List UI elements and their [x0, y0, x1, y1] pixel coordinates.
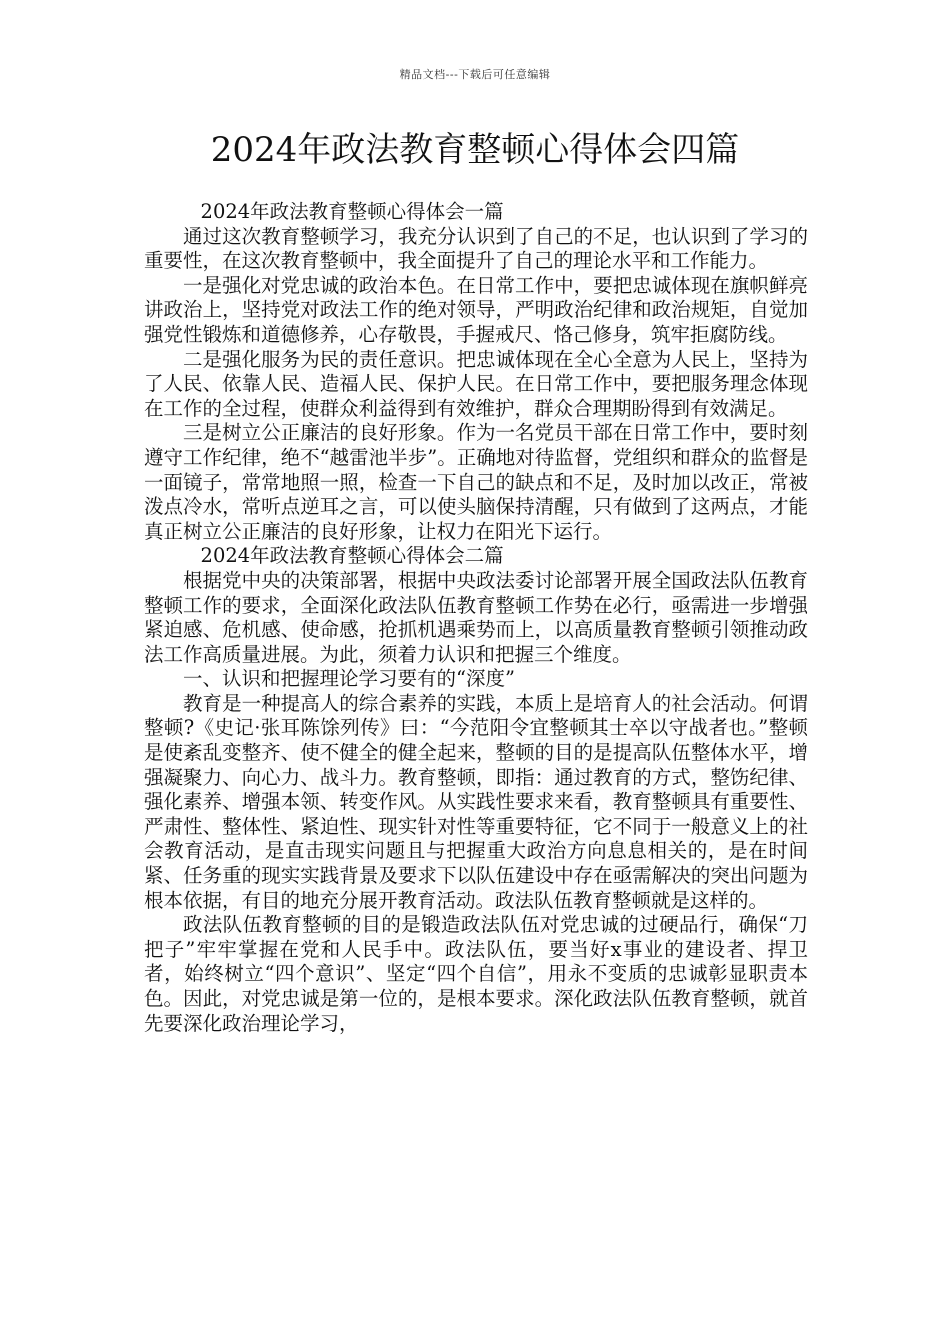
paragraph: 三是树立公正廉洁的良好形象。作为一名党员干部在日常工作中，要时刻遵守工作纪律，绝不“越雷池半步”。正确地对待监督，党组织和群众的监督是一面镜子，常常地照一照，检查一下自己的缺点和不足，及时加以改正，常被泼点冷水，常听点逆耳之言，可以使头脑保持清醒，只有做到了这两点，才能真正树立公正廉洁的良好形象，让权力在阳光下运行。: [144, 421, 808, 543]
paragraph: 政法队伍教育整顿的目的是锻造政法队伍对党忠诚的过硬品行，确保“刀把子”牢牢掌握在党和人民手中。政法队伍，要当好x事业的建设者、捍卫者，始终树立“四个意识”、坚定“四个自信”，用永不变质的忠诚彰显职责本色。因此，对党忠诚是第一位的，是根本要求。深化政法队伍教育整顿，就首先要深化政治理论学习，: [144, 913, 808, 1035]
subheading: 一、认识和把握理论学习要有的“深度”: [183, 667, 515, 691]
section-heading-2: 2024年政法教育整顿心得体会二篇: [200, 544, 504, 568]
paragraph: 根据党中央的决策部署，根据中央政法委讨论部署开展全国政法队伍教育整顿工作的要求，全面深化政法队伍教育整顿工作势在必行，亟需进一步增强紧迫感、危机感、使命感，抢抓机遇乘势而上，以高质量教育整顿引领推动政法工作高质量进展。为此，须着力认识和把握三个维度。: [144, 568, 808, 666]
header-note: 精品文档---下载后可任意编辑: [399, 68, 551, 81]
paragraph: 一是强化对党忠诚的政治本色。在日常工作中，要把忠诚体现在旗帜鲜亮讲政治上，坚持党对政法工作的绝对领导，严明政治纪律和政治规矩，自觉加强党性锻炼和道德修养，心存敬畏，手握戒尺、恪己修身，筑牢拒腐防线。: [144, 273, 808, 346]
document-body: [144, 200, 808, 1036]
section-heading-1: 2024年政法教育整顿心得体会一篇: [200, 200, 504, 223]
paragraph: 教育是一种提高人的综合素养的实践，本质上是培育人的社会活动。何谓整顿?《史记·张耳陈馀列传》曰：“今范阳令宜整顿其士卒以守战者也。”整顿是使紊乱变整齐、使不健全的健全起来，整顿的目的是提高队伍整体水平，增强凝聚力、向心力、战斗力。教育整顿，即指：通过教育的方式，整饬纪律、强化素养、增强本领、转变作风。从实践性要求来看，教育整顿具有重要性、严肃性、整体性、紧迫性、现实针对性等重要特征，它不同于一般意义上的社会教育活动，是直击现实问题且与把握重大政治方向息息相关的，是在时间紧、任务重的现实实践背景及要求下以队伍建设中存在亟需解决的突出问题为根本依据，有目的地充分展开教育活动。政法队伍教育整顿就是这样的。: [144, 691, 808, 912]
document-title: 2024年政法教育整顿心得体会四篇: [210, 130, 740, 170]
paragraph: 二是强化服务为民的责任意识。把忠诚体现在全心全意为人民上，坚持为了人民、依靠人民、造福人民、保护人民。在日常工作中，要把服务理念体现在工作的全过程，使群众利益得到有效维护，群众合理期盼得到有效满足。: [144, 347, 808, 420]
paragraph: 通过这次教育整顿学习，我充分认识到了自己的不足，也认识到了学习的重要性，在这次教育整顿中，我全面提升了自己的理论水平和工作能力。: [144, 224, 808, 273]
